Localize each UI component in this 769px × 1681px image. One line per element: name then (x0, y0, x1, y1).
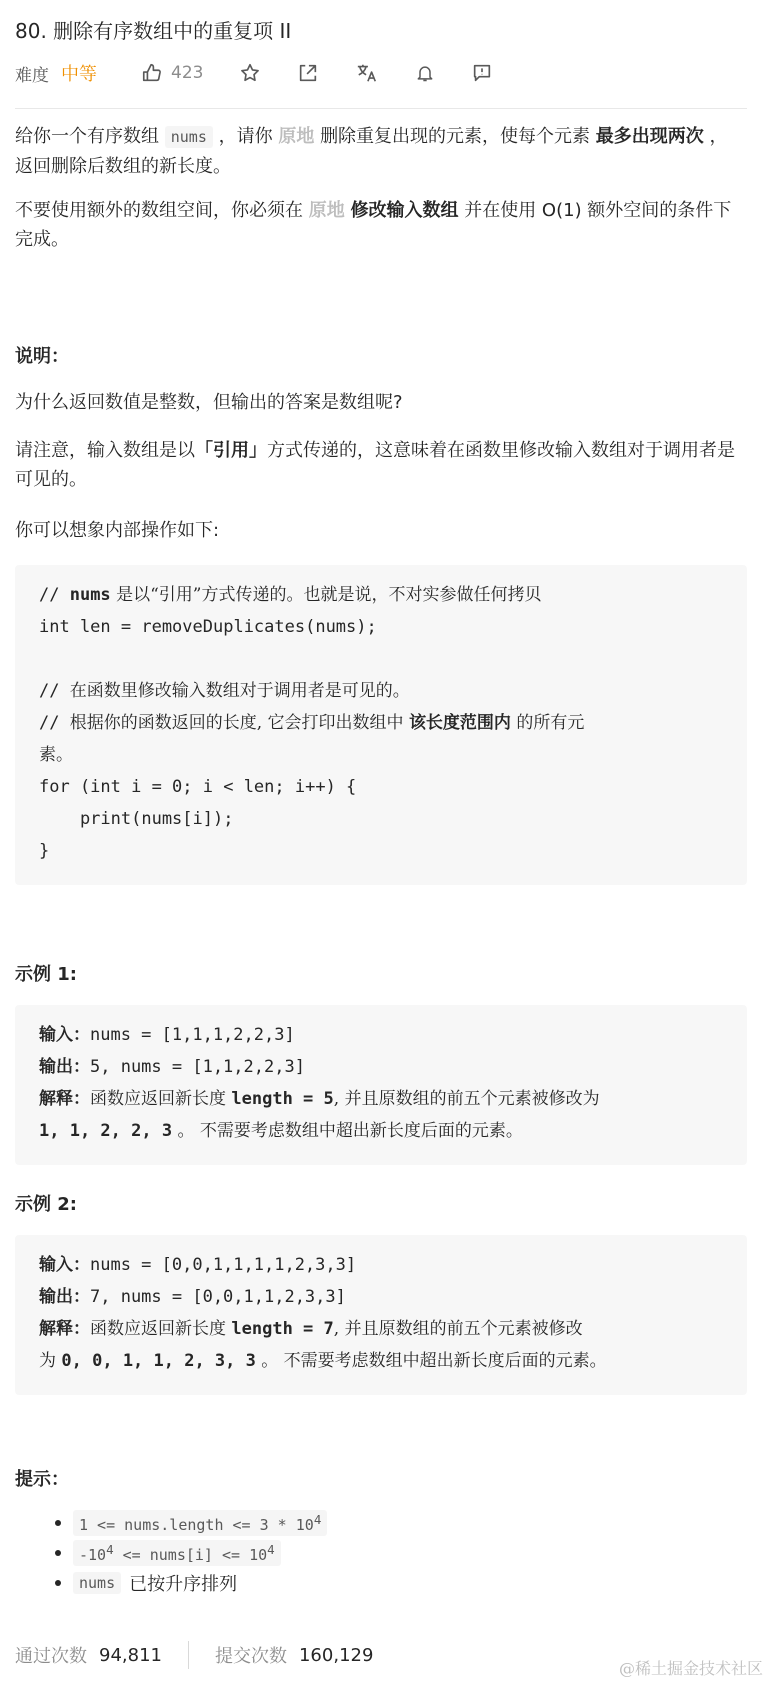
subscribe-button[interactable] (415, 62, 435, 84)
hint-code: $-10^4$ <= nums[i] <= $10^4$ (73, 1540, 281, 1566)
code-line: for (int i = 0; i < len; i++) { (39, 777, 357, 797)
hints-list (15, 1508, 327, 1598)
example-1-block (15, 1005, 747, 1165)
example-2-block (15, 1235, 747, 1395)
example-explanation-cont: 1, 1, 2, 2, 3 。 不需要考虑数组中超出新长度后面的元素。 (39, 1121, 523, 1141)
code-line: // 根据你的函数返回的长度, 它会打印出数组中 该长度范围内 的所有元 (39, 713, 585, 733)
problem-meta-bar (15, 58, 493, 88)
feedback-icon (471, 62, 493, 84)
submission-stats (15, 1640, 373, 1670)
description-paragraph-2: 不要使用额外的数组空间，你必须在 原地 修改输入数组 并在使用 O(1) 额外空间的条件下完成。 (15, 200, 732, 250)
hint-text: 已按升序排列 (129, 1574, 238, 1595)
inline-code-nums: nums (165, 126, 213, 148)
code-line: print(nums[i]); (39, 809, 234, 829)
difficulty-label: 难度 (15, 65, 49, 86)
example-explanation: 解释：函数应返回新长度 length = 7, 并且原数组的前五个元素被修改 (39, 1319, 583, 1339)
list-item (15, 1568, 327, 1598)
share-button[interactable] (297, 62, 319, 84)
explanation-question: 为什么返回数值是整数，但输出的答案是数组呢? (15, 392, 403, 413)
submissions-count: 160,129 (298, 1644, 374, 1666)
list-item (15, 1538, 327, 1568)
bold-modify-input: 修改输入数组 (350, 200, 459, 221)
explanation-intro: 你可以想象内部操作如下: (15, 520, 220, 541)
code-line: // 在函数里修改输入数组对于调用者是可见的。 (39, 681, 410, 701)
description-paragraph-1: 给你一个有序数组 nums ，请你 原地 删除重复出现的元素，使每个元素 最多出现两次 ，返回删除后数组的新长度。 (15, 126, 728, 177)
code-line: int len = removeDuplicates(nums); (39, 617, 377, 637)
example-1-heading: 示例 1: (15, 964, 77, 985)
share-icon (297, 62, 319, 84)
example-2-heading: 示例 2: (15, 1194, 77, 1215)
like-button[interactable] (141, 62, 203, 84)
accepted-count: 94,811 (99, 1644, 162, 1666)
header-divider (15, 108, 747, 109)
bullet (55, 1520, 61, 1526)
highlight-in-place: 原地 (278, 126, 315, 147)
accepted-label: 通过次数 (15, 1646, 87, 1667)
feedback-button[interactable] (471, 62, 493, 84)
bold-at-most-twice: 最多出现两次 (595, 126, 704, 147)
submissions-label: 提交次数 (214, 1646, 287, 1667)
code-line: 素。 (39, 745, 73, 765)
explanation-answer: 请注意，输入数组是以「引用」方式传递的，这意味着在函数里修改输入数组对于调用者是可见的。 (15, 440, 735, 490)
bullet (55, 1550, 61, 1556)
translate-icon (355, 62, 379, 84)
explanation-heading: 说明： (15, 346, 69, 367)
highlight-in-place: 原地 (308, 200, 345, 221)
example-input: 输入：nums = [1,1,1,2,2,3] (39, 1025, 295, 1045)
star-icon (239, 62, 261, 84)
favorite-button[interactable] (239, 62, 261, 84)
like-count: 423 (171, 63, 204, 83)
hint-code: nums (73, 1572, 121, 1594)
code-line: // nums 是以“引用”方式传递的。也就是说，不对实参做任何拷贝 (39, 585, 542, 605)
example-explanation: 解释：函数应返回新长度 length = 5, 并且原数组的前五个元素被修改为 (39, 1089, 600, 1109)
code-line-blank (39, 643, 723, 675)
code-line: } (39, 841, 50, 861)
bullet (55, 1580, 61, 1586)
thumbs-up-icon (141, 62, 163, 84)
hints-heading: 提示： (15, 1469, 69, 1490)
code-block (15, 565, 747, 885)
problem-title: 80. 删除有序数组中的重复项 II (15, 19, 292, 43)
stats-divider (188, 1641, 189, 1669)
example-explanation-cont: 为 0, 0, 1, 1, 2, 3, 3 。 不需要考虑数组中超出新长度后面的元素。 (39, 1351, 607, 1371)
list-item (15, 1508, 327, 1538)
translate-button[interactable] (355, 62, 379, 84)
bell-icon (415, 62, 435, 84)
watermark: @稀土掘金技术社区 (618, 1659, 763, 1678)
example-output: 输出：7, nums = [0,0,1,1,2,3,3] (39, 1287, 346, 1307)
difficulty-badge: 中等 (61, 64, 97, 85)
example-output: 输出：5, nums = [1,1,2,2,3] (39, 1057, 305, 1077)
example-input: 输入：nums = [0,0,1,1,1,1,2,3,3] (39, 1255, 357, 1275)
hint-code: 1 <= nums.length <= $3 * 10^4$ (73, 1510, 327, 1536)
